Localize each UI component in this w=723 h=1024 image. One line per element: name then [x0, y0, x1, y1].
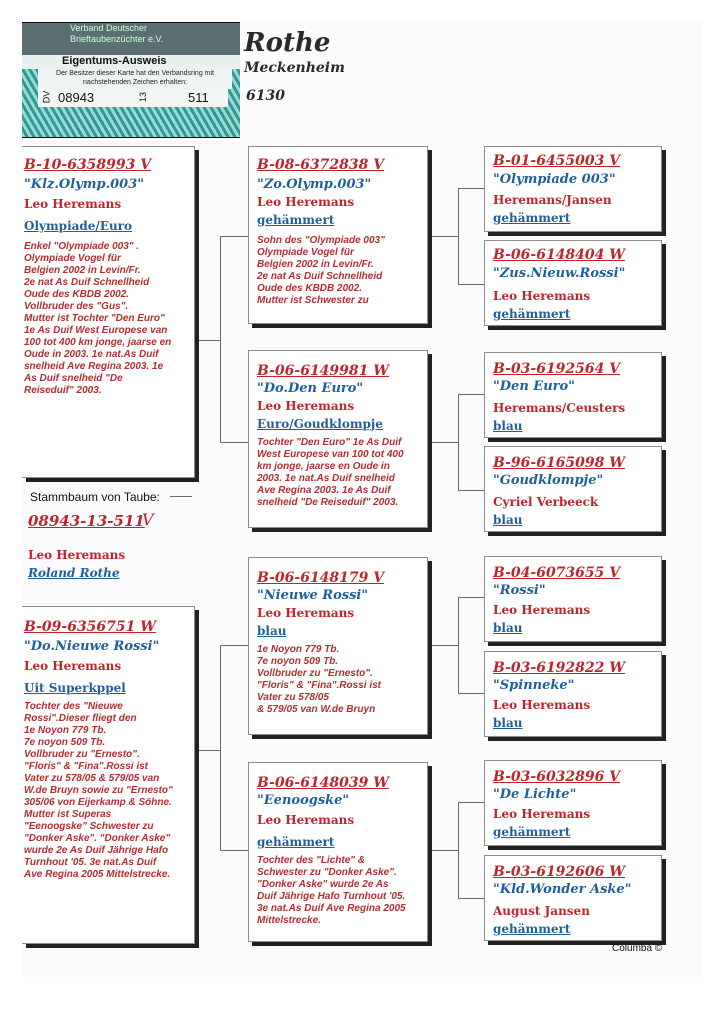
- ring-number: B-03-6192822 W: [493, 660, 625, 676]
- ring-number: B-06-6148179 V: [257, 570, 385, 586]
- pigeon-card-ff: [248, 146, 428, 324]
- pigeon-description: Tochter des "Nieuwe Rossi".Dieser fliegt den 1e Noyon 779 Tb. 7e noyon 509 Tb. Vollbruder zu "Ernesto". "Floris" & "Fina".Rossi ist Vater zu 578/05 & 579/05 van W.de Bruyn sowie zu "Ernesto" 305/06 von Eijerkamp & Söhne. Mutter ist Superas "Eenoogske" Schwester zu "Donker Aske". "Donker Aske" wurde 2e As Duif Jährige Hafo Turnhout '05. 3e nat.As Duif Ave Regina 2005 Mittelstrecke.: [24, 701, 173, 880]
- breeder: Leo Heremans: [257, 399, 355, 413]
- card-association: [22, 23, 240, 55]
- card-ring-number: [38, 89, 228, 107]
- card-year: 13: [138, 91, 149, 103]
- subject-connector: [170, 496, 192, 497]
- card-title: Eigentums-Ausweis: [22, 55, 240, 69]
- owner-city: Meckenheim: [244, 60, 345, 76]
- card-prefix: DV: [41, 90, 52, 104]
- ring-number: B-01-6455003 V: [493, 153, 621, 169]
- connector-line: [458, 802, 459, 898]
- connector-line: [458, 188, 484, 189]
- card-association-line1: Verband Deutscher: [70, 23, 148, 33]
- pigeon-card-mff: [484, 556, 662, 642]
- connector-line: [458, 394, 459, 490]
- card-number: 08943: [58, 90, 95, 105]
- card-association-line2: Brieftaubenzüchter e.V.: [70, 34, 164, 44]
- ring-number: B-06-6148039 W: [257, 775, 389, 791]
- pigeon-color: Olympiade/Euro: [24, 219, 133, 233]
- breeder: Heremans/Ceusters: [493, 401, 626, 415]
- connector-line: [458, 188, 459, 284]
- pigeon-name: "Goudklompje": [493, 473, 604, 488]
- pigeon-color: blau: [493, 419, 523, 433]
- pigeon-color: Uit Superkppel: [24, 681, 126, 695]
- pigeon-color: gehämmert: [493, 825, 571, 839]
- connector-line: [220, 645, 221, 850]
- pigeon-color: gehämmert: [493, 211, 571, 225]
- subject-ring: 08943-13-511: [28, 512, 145, 530]
- ring-number: B-03-6032896 V: [493, 769, 621, 785]
- connector-line: [220, 236, 248, 237]
- pigeon-card-mm: [248, 762, 428, 942]
- pigeon-name: "Kld.Wonder Aske": [493, 882, 632, 897]
- pigeon-card-mmf: [484, 760, 662, 846]
- pigeon-description: 1e Noyon 779 Tb. 7e noyon 509 Tb. Vollbruder zu "Ernesto". "Floris" & "Fina".Rossi ist Vater zu 578/05 & 579/05 van W.de Bruyn: [257, 644, 381, 715]
- card-note: Der Besitzer dieser Karte hat den Verbandsring mit nachstehenden Zeichen erhalten:: [38, 69, 232, 89]
- connector-line: [426, 236, 458, 237]
- pigeon-name: "De Lichte": [493, 787, 577, 802]
- pigeon-card-mfm: [484, 651, 662, 737]
- pigeon-color: blau: [493, 621, 523, 635]
- pigeon-color: Euro/Goudklompje: [257, 417, 383, 431]
- connector-line: [220, 645, 248, 646]
- connector-line: [458, 898, 484, 899]
- breeder: Leo Heremans: [493, 807, 591, 821]
- pigeon-card-mother: [22, 606, 195, 944]
- pigeon-card-fff: [484, 146, 662, 232]
- breeder: Leo Heremans: [24, 659, 122, 673]
- pigeon-name: "Den Euro": [493, 379, 575, 394]
- breeder: Leo Heremans: [257, 606, 355, 620]
- connector-line: [426, 645, 458, 646]
- pigeon-name: "Do.Nieuwe Rossi": [24, 639, 160, 654]
- connector-line: [426, 850, 458, 851]
- connector-line: [458, 802, 484, 803]
- subject-owner: Roland Rothe: [28, 566, 120, 580]
- breeder: Leo Heremans: [493, 289, 591, 303]
- connector-line: [426, 442, 458, 443]
- breeder: Leo Heremans: [257, 195, 355, 209]
- breeder: Cyriel Verbeeck: [493, 495, 599, 509]
- connector-line: [458, 597, 484, 598]
- connector-line: [458, 490, 484, 491]
- connector-line: [458, 597, 459, 693]
- pigeon-card-fmf: [484, 352, 662, 438]
- pigeon-card-mmm: [484, 855, 662, 941]
- ring-number: B-04-6073655 V: [493, 565, 621, 581]
- pigeon-name: "Olympiade 003": [493, 172, 616, 187]
- pigeon-description: Enkel "Olympiade 003" . Olympiade Vogel für Belgien 2002 in Levin/Fr. 2e nat As Duif Schnellheid Oude des KBDB 2002. Vollbruder des "Gus". Mutter ist Tochter "Den Euro" 1e As Duif West Europese van 100 tot 400 km jonge, jaarse en Oude in 2003. 1e nat.As Duif snelheid Ave Regina 2003. 1e As Duif snelheid "De Reiseduif" 2003.: [24, 241, 172, 396]
- pigeon-color: blau: [493, 716, 523, 730]
- pigeon-card-mf: [248, 557, 428, 735]
- connector-line: [220, 442, 248, 443]
- pigeon-color: gehämmert: [493, 307, 571, 321]
- connector-line: [458, 693, 484, 694]
- connector-line: [458, 394, 484, 395]
- subject-mark: V: [142, 510, 154, 529]
- pigeon-card-ffm: [484, 240, 662, 326]
- owner-zip: 6130: [246, 88, 285, 104]
- connector-line: [194, 340, 220, 341]
- pigeon-color: gehämmert: [493, 922, 571, 936]
- pigeon-name: "Nieuwe Rossi": [257, 588, 369, 603]
- ring-number: B-03-6192564 V: [493, 361, 621, 377]
- ring-number: B-06-6149981 W: [257, 363, 389, 379]
- pigeon-card-fmm: [484, 446, 662, 532]
- ownership-card: [22, 22, 240, 138]
- pigeon-name: "Zus.Nieuw.Rossi": [493, 266, 626, 281]
- pigeon-name: "Spinneke": [493, 678, 575, 693]
- card-serial: 511: [188, 90, 209, 105]
- subject-breeder: Leo Heremans: [28, 548, 126, 562]
- breeder: Leo Heremans: [493, 603, 591, 617]
- ring-number: B-09-6356751 W: [24, 619, 156, 635]
- ring-number: B-06-6148404 W: [493, 247, 625, 263]
- pigeon-card-fm: [248, 350, 428, 528]
- pigeon-name: "Rossi": [493, 583, 546, 598]
- breeder: Leo Heremans: [257, 813, 355, 827]
- connector-line: [220, 236, 221, 442]
- pigeon-description: Tochter des "Lichte" & Schwester zu "Donker Aske". "Donker Aske" wurde 2e As Duif Jährige Hafo Turnhout '05. 3e nat.As Duif Ave Regina 2005 Mittelstrecke.: [257, 855, 406, 926]
- breeder: Leo Heremans: [24, 197, 122, 211]
- owner-surname: Rothe: [244, 28, 331, 58]
- pigeon-color: blau: [493, 513, 523, 527]
- pigeon-description: Tochter "Den Euro" 1e As Duif West Europese van 100 tot 400 km jonge, jaarse en Oude in 2003. 1e nat.As Duif snelheid Ave Regina 2003. 1e As Duif snelheid "De Reiseduif" 2003.: [257, 437, 404, 508]
- ring-number: B-03-6192606 W: [493, 864, 625, 880]
- pedigree-subject: [22, 490, 192, 600]
- pigeon-color: blau: [257, 624, 287, 638]
- breeder: Heremans/Jansen: [493, 193, 612, 207]
- pigeon-name: "Klz.Olymp.003": [24, 177, 145, 192]
- pigeon-color: gehämmert: [257, 213, 335, 227]
- breeder: Leo Heremans: [493, 698, 591, 712]
- copyright-footer: Columba ©: [612, 943, 663, 954]
- pigeon-color: gehämmert: [257, 835, 335, 849]
- ring-number: B-08-6372838 V: [257, 157, 385, 173]
- pigeon-card-father: [22, 146, 195, 478]
- pigeon-name: "Zo.Olymp.003": [257, 177, 372, 192]
- connector-line: [194, 750, 220, 751]
- subject-label: Stammbaum von Taube:: [30, 490, 160, 504]
- pigeon-description: Sohn des "Olympiade 003" Olympiade Vogel für Belgien 2002 in Levin/Fr. 2e nat As Duif Schnellheid Oude des KBDB 2002. Mutter ist Schwester zu: [257, 235, 385, 306]
- breeder: August Jansen: [493, 904, 590, 918]
- connector-line: [458, 284, 484, 285]
- connector-line: [220, 850, 248, 851]
- pigeon-name: "Do.Den Euro": [257, 381, 364, 396]
- pigeon-name: "Eenoogske": [257, 793, 350, 808]
- ring-number: B-10-6358993 V: [24, 157, 152, 173]
- ring-number: B-96-6165098 W: [493, 455, 625, 471]
